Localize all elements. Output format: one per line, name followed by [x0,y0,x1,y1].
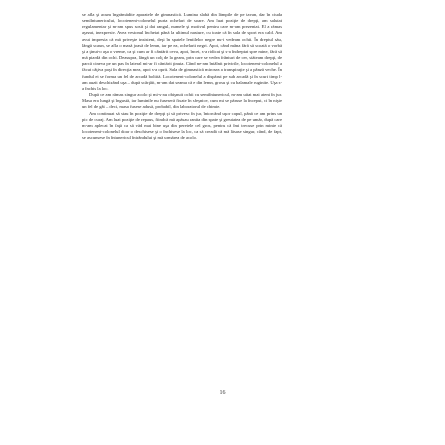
body-text [82,12,282,141]
paragraph-1: se afla şi acum îngrămădite aparatele de gimnastică. Lumina slabă din lămpile de pe tavan, dar în ciuda semiîntunericului, locotenent-colonelul purta ochelari de soare. Am luat poziţie de drepţi, am salutat regulamentar şi m-am spus sosit şi dat rangul, numele şi motivul pentru care m-am prezentat. El a rămas aşezat, inexpresiv. Avea vestonul încheiat până la ultimul nasture, cu toate că în sala de sport era cald. Am avut impresia că mă priveşte insistent, deşi în spatele lentilelor negre nu-i vedeam ochii. În dreptul său, lângă scaun, se afla o masă joasă de lemn, iar pe ea, ochelarii negri. Apoi, când mâna fără să scoată o vorbă şi a ţinut-o aşa o vreme, ca şi cum ar fi cântărit ceva, apoi, încet, s-a ridicat şi s-a îndreptat spre mine, fără să mă piardă din ochi. Deasupra, lângă un colţ de la geam, prin care se vedea frânturi de cer, stăteam drepţi, de parcă cineva pe un pas în lateral mi-ar fi cântărit ţinuta. Când ne-am întâlnit privirile, locotenent-colonelul a făcut câţiva paşi în direcţia mea, apoi s-a oprit. Sala de gimnastică mirosea a transpiraţie şi a pânză veche. În fundul ei se forma un fel de arcadă boltită. Locotenent-colonelul a dispărut pe sub arcadă şi în scurt timp l-am auzit deschizând uşa – după scârţâit, m-am dat seama că e din lemn, grosu şi cu balamale ruginite. Uşa s-a închis la loc. [82,12,282,91]
paragraph-2: După ce am rămas singur acolo şi mi-s-au obişnuit ochii cu semiîntunericul, m-am uitat mai atent în jur. Masa era lungă şi îngustă, iar luminile nu fuseseră fixate în sfeşnice, cum mi se păruse la început, ci în nişte un fel de gât – deci, masa fusese adusă, probabil, din laboratorul de chimie. [82,92,282,110]
page-number: 16 [219,390,226,396]
paragraph-3: Am continuat să stau în poziţie de drepţi şi să privesc în jur, întorcând uşor capul, până ce am prins un pic de curaj. Am luat poziţie de repaus, fiindcă mă apăsau ranita din spate şi greutatea de pe umăr, după care m-am aplecat în faţă ca să văd mai bine uşa din peretele cel gros, pentru că îmi trecuse prin minte că locotenent-colonelul doar o deschisese şi o închisese la loc, ca să creadă că mă lăsase singur, când, de fapt, se ascunsese în întunericul întrândului şi mă urmărea de acolo. [82,110,282,141]
